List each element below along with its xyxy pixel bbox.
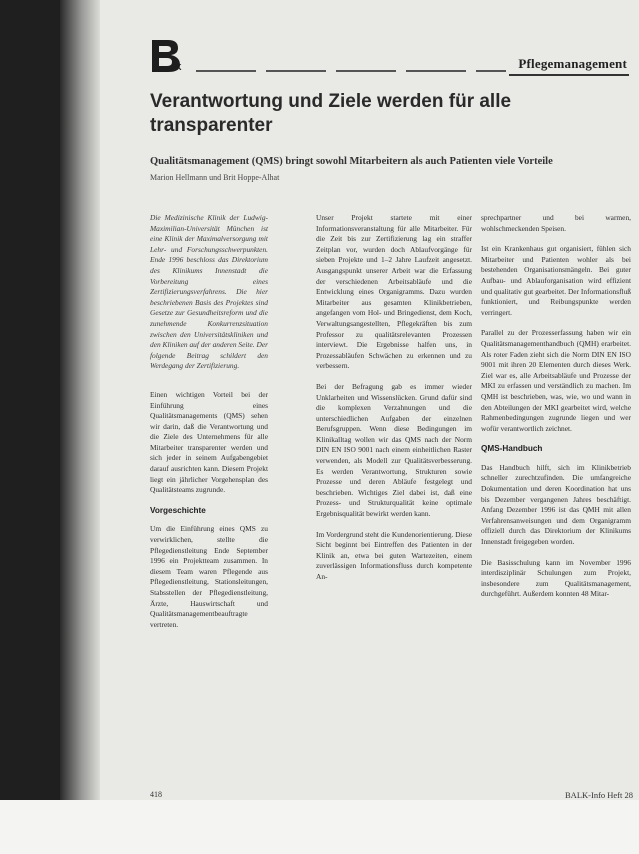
body-paragraph: sprechpartner und bei warmen, wohlschmeckenden Speisen. [481,213,631,233]
scan-shadow [60,0,100,854]
article-authors: Marion Hellmann und Brit Hoppe-Alhat [150,173,280,182]
column-3 [481,213,631,610]
article-title: Verantwortung und Ziele werden für alle transparenter [150,91,512,136]
column-2 [316,213,472,593]
article-subtitle: Qualitätsmanagement (QMS) bringt sowohl Mitarbeitern als auch Patienten viele Vorteile [150,156,553,167]
subheading-vorgeschichte: Vorgeschichte [150,505,206,515]
body-paragraph: Um die Einführung eines QMS zu verwirklichen, stellte die Pflegedienstleitung Ende September 1996 ein Projektteam zusammen. In diesem Team waren Pflegende aus Pflegedienstleitung, Stationsleitungen, Stabsstellen der Pflegedienstleitung, Ärzte, Hauswirtschaft und Qualitätsmanagementbeauftragte vertreten. [150,524,268,629]
body-paragraph: Im Vordergrund steht die Kundenorientierung. Diese Sicht beginnt bei Eintreffen des Patienten in der Klinik an, etwa bei guten Wartezeiten, einem zuverlässigen Informationsfluss durch kompetente An- [316,529,472,581]
intro-paragraph: Die Medizinische Klinik der Ludwig-Maximilian-Universität München ist eine Klinik der Maximalversorgung mit Lehr- und Forschungsschwerpunkten. Ende 1996 beschloss das Direktorium des Klinikums Innenstadt die Vorbereitung eines Zertifizierungsverfahrens. Die hier beschriebenen Basis des Projektes sind Gesetze zur Gesundheitsreform und die zunehmende Konkurrenzsituation zwischen den Universitätskliniken und den Kliniken auf der anderen Seite. Der folgende Beitrag schildert den Werdegang der Zertifizierung. [150,213,268,371]
section-rule [509,74,629,76]
body-paragraph: Das Handbuch hilft, sich im Klinikbetrieb schneller zurechtzufinden. Die umfangreiche Dokumentation und deren Koordination hat uns bis Dezember vergangenen Jahres beschäftigt. Anfang Dezember 1996 ist das QMH mit allen Verfahrensanweisungen und dem Organigramm offiziell durch das Direktorium der Klinikums Innenstadt freigegeben worden. [481,462,631,547]
body-paragraph: Die Basisschulung kann im November 1996 interdisziplinär Schulungen zum Projekt, insbesondere zum Qualitätsmanagement, durchgeführt. Außerdem konnten 48 Mitar- [481,557,631,599]
balk-logo [150,36,186,74]
section-title: Pflegemanagement [518,56,627,71]
body-paragraph: Ist ein Krankenhaus gut organisiert, fühlen sich Mitarbeiter und Patienten wohler als bei bestehenden Organisationsmängeln. Bei guter Aufbau- und Ablauforganisation wird effizient und qualitativ gut gearbeitet. Der Informationsfluß funktioniert, und Reibungspunkte werden verringert. [481,244,631,317]
subheading-qms-handbuch: QMS-Handbuch [481,444,543,454]
header-rule-dashed [196,70,506,72]
body-paragraph: Unser Projekt startete mit einer Informationsveranstaltung für alle Mitarbeiter. Für die Zeit bis zur Zertifizierung lag ein straffer Zeitplan vor, wurden doch Ablaufvorgänge für sieben Projekte und 1–2 Jahre Laufzeit angesetzt. Ausgangspunkt unserer Arbeit war die Erfassung der verschiedenen Arbeitsabläufe und die Entwicklung eines Organigramms. Dazu wurden Mitarbeiter aus gesamten Klinikbetrieben, angefangen vom Hol- und Bringedienst, dem Koch, Verwaltungsangestellten, Pflegekräften bis zum Professor zu qualitätsrelevanten Prozessen interviewt. Die Ergebnisse halfen uns, in Prozessabläufen Schwächen zu erkennen und zu verbessern. [316,213,472,371]
svg-text:AK: AK [170,63,182,72]
column-1 [150,213,268,640]
body-paragraph: Parallel zu der Prozesserfassung haben wir ein Qualitätsmanagementhandbuch (QMH) erarbeitet. Als roter Faden zieht sich die Norm DIN EN ISO 9001 mit ihren 20 Elementen durch dieses Werk. Ziel war es, alle Arbeitsabläufe und Prozesse der MKI zu erfassen und verständlich zu machen. Im QMH ist beschrieben, was, wie, wo und wann in den Abteilungen der MKI gearbeitet wird, welche Rahmenbedingungen zugrunde liegen und wer wofür verantwortlich zeichnet. [481,328,631,433]
body-paragraph: Einen wichtigen Vorteil bei der Einführung eines Qualitätsmanagements (QMS) sehen wir darin, daß die Verantwortung und die Ziele des Unternehmens für alle Mitarbeiter transparenter werden und sich jeder in seinem Aufgabengebiet darauf ausrichten kann. Diesem Projekt liegt ein jährlicher Vorgehensplan des Qualitätsteams zugrunde. [150,389,268,495]
page-number: 418 [150,790,162,799]
body-paragraph: Bei der Befragung gab es immer wieder Unklarheiten und Wissenslücken. Grund dafür sind die komplexen Verzahnungen und die unterschiedlichen Aufgaben der einzelnen Berufsgruppen. Wenn diese Bedingungen im Klinikalltag wollen wir das QMS nach der Norm DIN EN ISO 9001 nach einem einheitlichen Raster verwenden, als Modell zur Qualitätsverbesserung. Es werden Verantwortung, Strukturen sowie Prozesse und deren Abläufe festgelegt und beschrieben. Wichtiges Ziel dabei ist, daß eine Prozess- und Strukturqualität keine optimale Ergebnisqualität bewirkt werden kann. [316,381,472,519]
journal-name: BALK-Info Heft 28 [565,790,633,800]
page-bottom-strip [0,800,639,854]
